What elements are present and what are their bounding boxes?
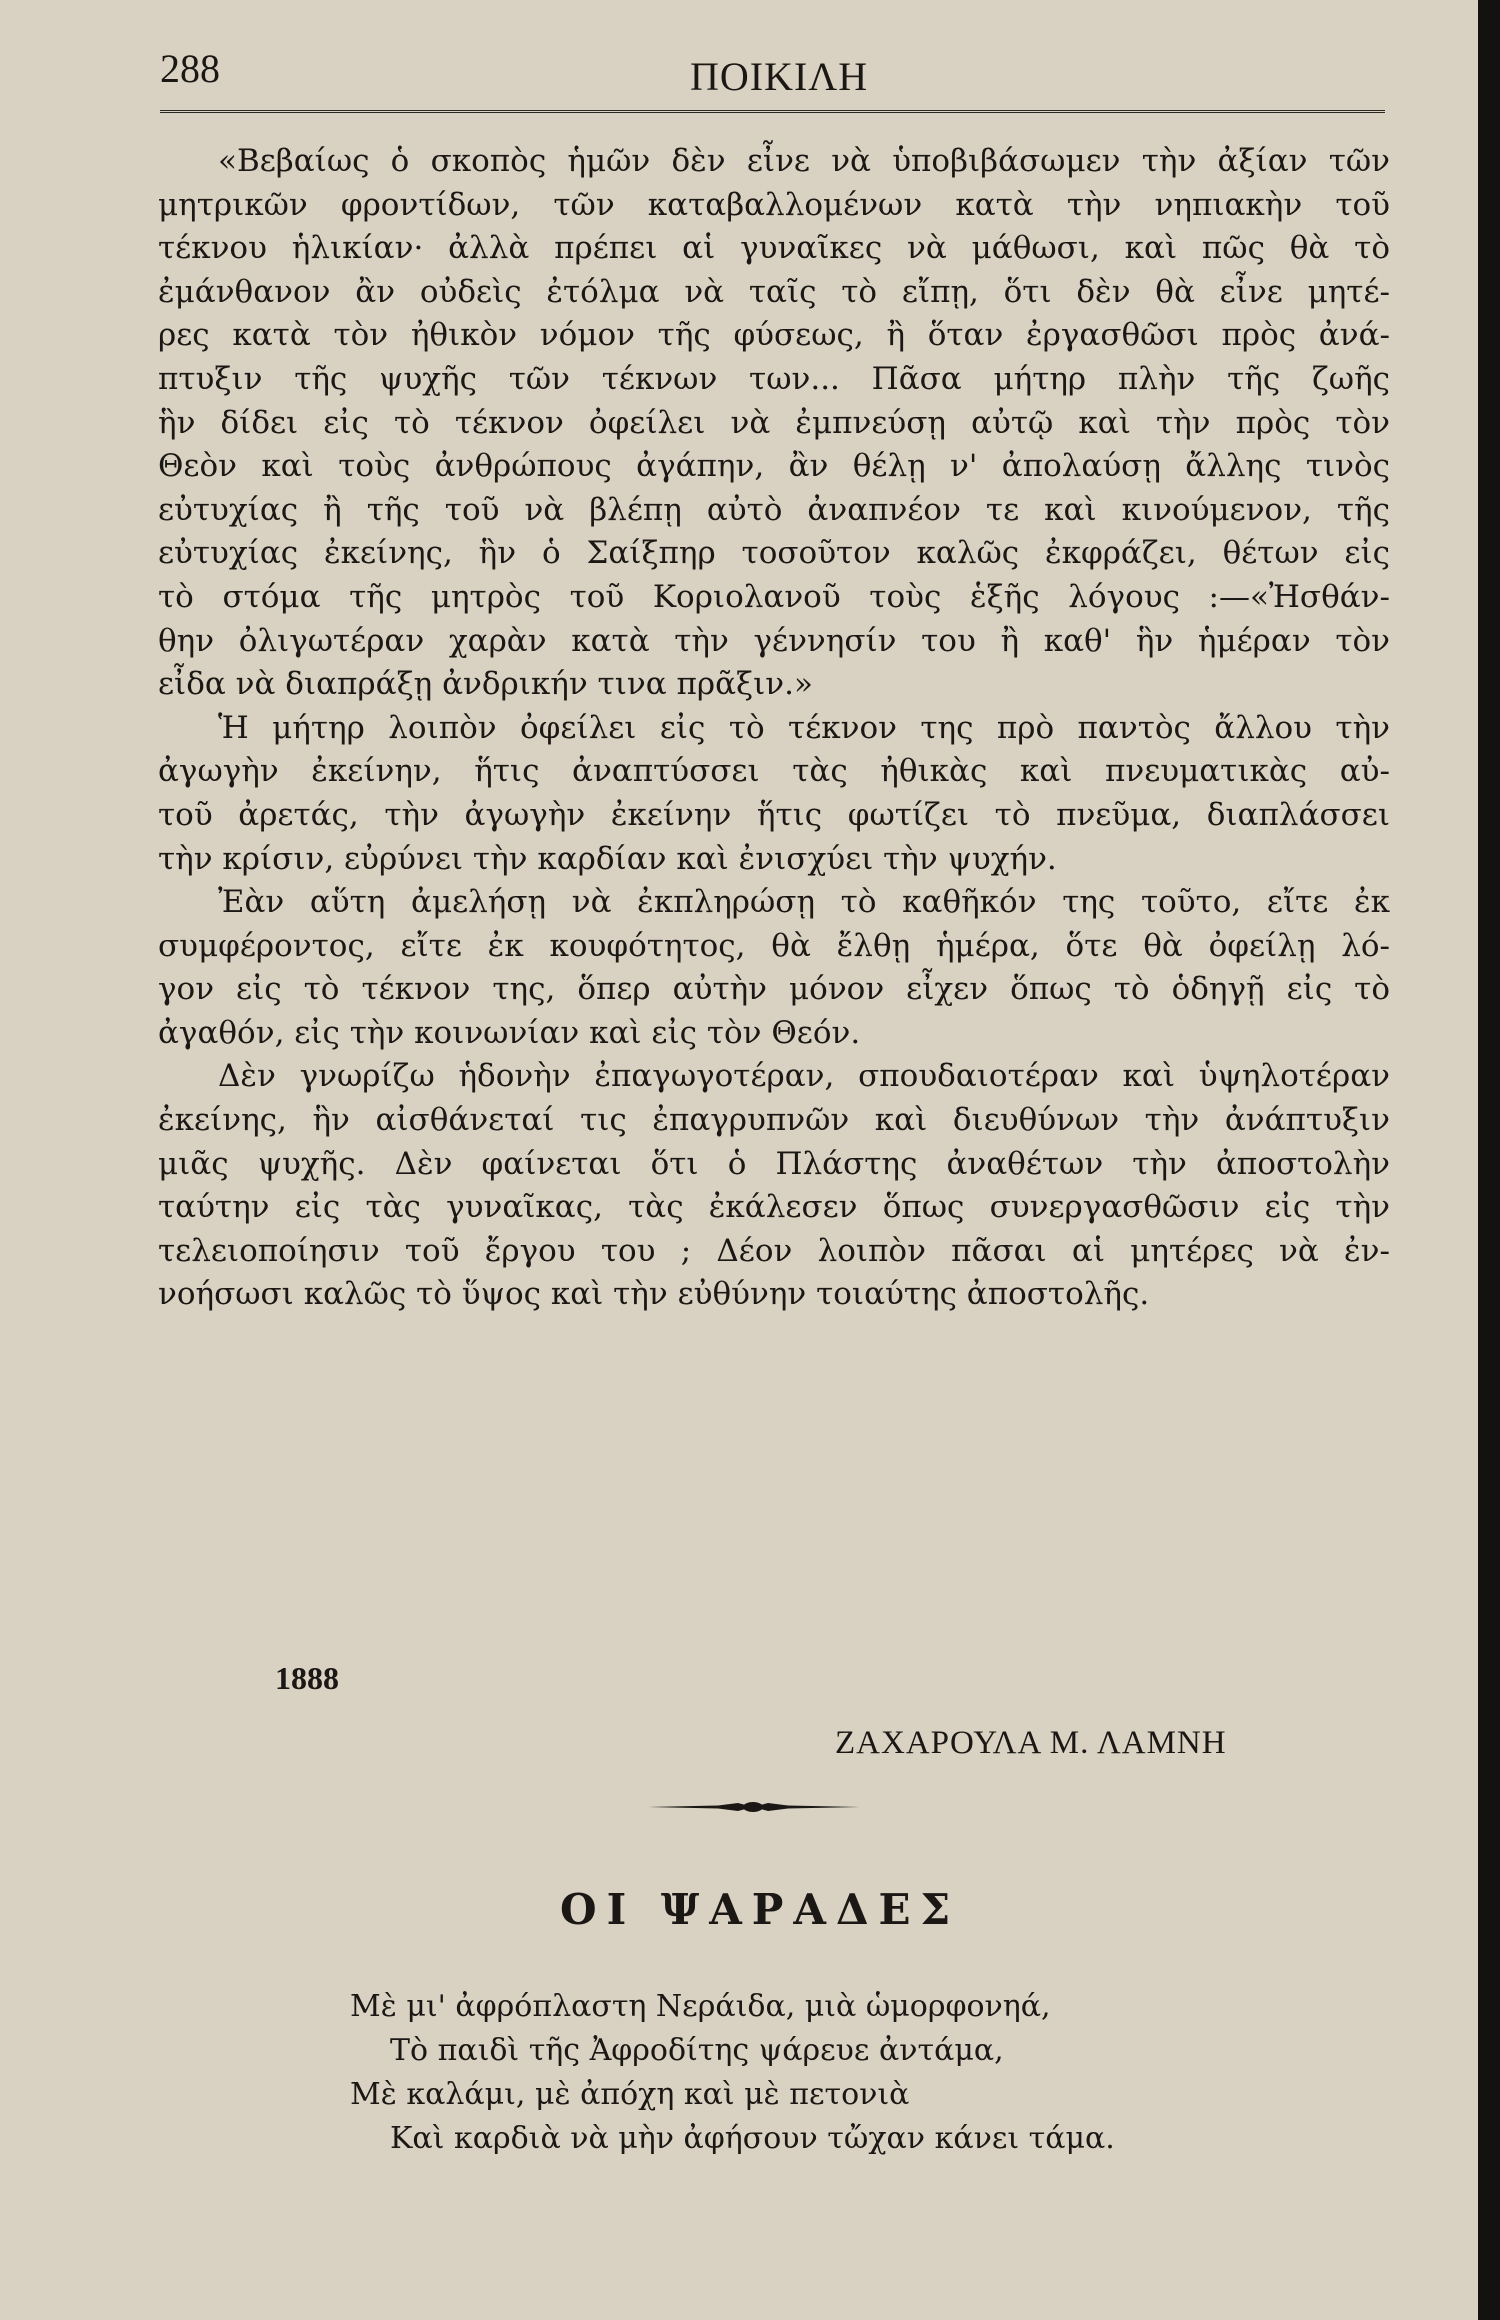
- text-line: μιᾶς ψυχῆς. Δὲν φαίνεται ὅτι ὁ Πλάστης ἀναθέτων τὴν ἀποστολὴν: [158, 1145, 1390, 1182]
- header-rule: [160, 110, 1385, 113]
- text-line: ρες κατὰ τὸν ἠθικὸν νόμον τῆς φύσεως, ἢ ὅταν ἐργασθῶσι πρὸς ἀνά-: [158, 317, 1390, 354]
- text-line: ἐκείνης, ἣν αἰσθάνεταί τις ἐπαγρυπνῶν καὶ διευθύνων τὴν ἀνάπτυξιν: [158, 1102, 1390, 1139]
- text-line: συμφέροντος, εἴτε ἐκ κουφότητος, θὰ ἔλθῃ ἡμέρα, ὅτε θὰ ὀφείλῃ λό-: [158, 927, 1390, 964]
- poem-stanza: [350, 1985, 1150, 2161]
- text-line: τέκνου ἡλικίαν· ἀλλὰ πρέπει αἱ γυναῖκες νὰ μάθωσι, καὶ πῶς θὰ τὸ: [158, 230, 1390, 267]
- text-line: τὸ στόμα τῆς μητρὸς τοῦ Κοριολανοῦ τοὺς ἑξῆς λόγους :—«Ἠσθάν-: [158, 578, 1390, 615]
- author-signature: ΖΑΧΑΡΟΥΛΑ Μ. ΛΑΜΝΗ: [835, 1725, 1227, 1761]
- text-line: τοῦ ἀρετάς, τὴν ἀγωγὴν ἐκείνην ἥτις φωτίζει τὸ πνεῦμα, διαπλάσσει: [158, 796, 1390, 833]
- text-line: πτυξιν τῆς ψυχῆς τῶν τέκνων των... Πᾶσα μήτηρ πλὴν τῆς ζωῆς: [158, 360, 1390, 397]
- text-line: Θεὸν καὶ τοὺς ἀνθρώπους ἀγάπην, ἂν θέλῃ ν' ἀπολαύσῃ ἄλλης τινὸς: [158, 448, 1390, 485]
- text-line: θην ὀλιγωτέραν χαρὰν κατὰ τὴν γέννησίν του ἢ καθ' ἣν ἡμέραν τὸν: [158, 622, 1390, 659]
- page-header: [160, 45, 1385, 105]
- poem-line: Καὶ καρδιὰ νὰ μὴν ἀφήσουν τὤχαν κάνει τάμα.: [390, 2121, 1115, 2156]
- text-line: εὐτυχίας ἐκείνης, ἣν ὁ Σαίξπηρ τοσοῦτον καλῶς ἐκφράζει, θέτων εἰς: [158, 535, 1390, 572]
- text-line: ἀγαθόν, εἰς τὴν κοινωνίαν καὶ εἰς τὸν Θεόν.: [158, 1014, 861, 1051]
- text-line: γον εἰς τὸ τέκνον της, ὅπερ αὐτὴν μόνον εἶχεν ὅπως τὸ ὁδηγῇ εἰς τὸ: [158, 971, 1390, 1008]
- text-line: νοήσωσι καλῶς τὸ ὕψος καὶ τὴν εὐθύνην τοιαύτης ἀποστολῆς.: [158, 1276, 1150, 1313]
- poem-line: Μὲ μι' ἀφρόπλαστη Νεράιδα, μιὰ ὡμορφονηά,: [350, 1989, 1051, 2024]
- poem-line: Τὸ παιδὶ τῆς Ἀφροδίτης ψάρευε ἀντάμα,: [390, 2033, 1004, 2068]
- text-line: «Βεβαίως ὁ σκοπὸς ἡμῶν δὲν εἶνε νὰ ὑποβιβάσωμεν τὴν ἀξίαν τῶν: [218, 143, 1390, 179]
- text-line: ἀγωγὴν ἐκείνην, ἥτις ἀναπτύσσει τὰς ἠθικὰς καὶ πνευματικὰς αὐ-: [158, 753, 1390, 790]
- text-line: εὐτυχίας ἢ τῆς τοῦ νὰ βλέπῃ αὐτὸ ἀναπνέον τε καὶ κινούμενον, τῆς: [158, 491, 1390, 528]
- text-line: Δὲν γνωρίζω ἡδονὴν ἐπαγωγοτέραν, σπουδαιοτέραν καὶ ὑψηλοτέραν: [218, 1058, 1390, 1095]
- page-number: 288: [160, 46, 220, 91]
- text-line: τὴν κρίσιν, εὐρύνει τὴν καρδίαν καὶ ἐνισχύει τὴν ψυχήν.: [158, 840, 1057, 877]
- text-line: ἣν δίδει εἰς τὸ τέκνον ὀφείλει νὰ ἐμπνεύσῃ αὐτῷ καὶ τὴν πρὸς τὸν: [158, 404, 1390, 441]
- text-line: ταύτην εἰς τὰς γυναῖκας, τὰς ἐκάλεσεν ὅπως συνεργασθῶσιν εἰς τὴν: [158, 1189, 1390, 1226]
- ornament-divider: [648, 1800, 860, 1814]
- text-line: μητρικῶν φροντίδων, τῶν καταβαλλομένων κατὰ τὴν νηπιακὴν τοῦ: [158, 186, 1390, 223]
- text-line: ἐμάνθανον ἂν οὐδεὶς ἐτόλμα νὰ ταῖς τὸ εἴπῃ, ὅτι δὲν θὰ εἶνε μητέ-: [158, 273, 1390, 310]
- page-edge-shadow: [1478, 0, 1500, 2320]
- text-line: Ἡ μήτηρ λοιπὸν ὀφείλει εἰς τὸ τέκνον της πρὸ παντὸς ἄλλου τὴν: [218, 709, 1390, 746]
- running-title: ΠΟΙΚΙΛΗ: [690, 54, 869, 99]
- text-line: εἶδα νὰ διαπράξῃ ἀνδρικήν τινα πρᾶξιν.»: [158, 666, 813, 703]
- text-line: τελειοποίησιν τοῦ ἔργου του ; Δέον λοιπὸν πᾶσαι αἱ μητέρες νὰ ἐν-: [158, 1232, 1390, 1269]
- essay-body: [158, 140, 1390, 1317]
- poem-title: ΟΙ ΨΑΡΑΔΕΣ: [560, 1885, 961, 1934]
- poem-line: Μὲ καλάμι, μὲ ἀπόχη καὶ μὲ πετονιὰ: [350, 2077, 910, 2112]
- text-line: Ἐὰν αὕτη ἀμελήσῃ νὰ ἐκπληρώσῃ τὸ καθῆκόν της τοῦτο, εἴτε ἐκ: [218, 884, 1390, 921]
- dateline-year: 1888: [275, 1660, 339, 1696]
